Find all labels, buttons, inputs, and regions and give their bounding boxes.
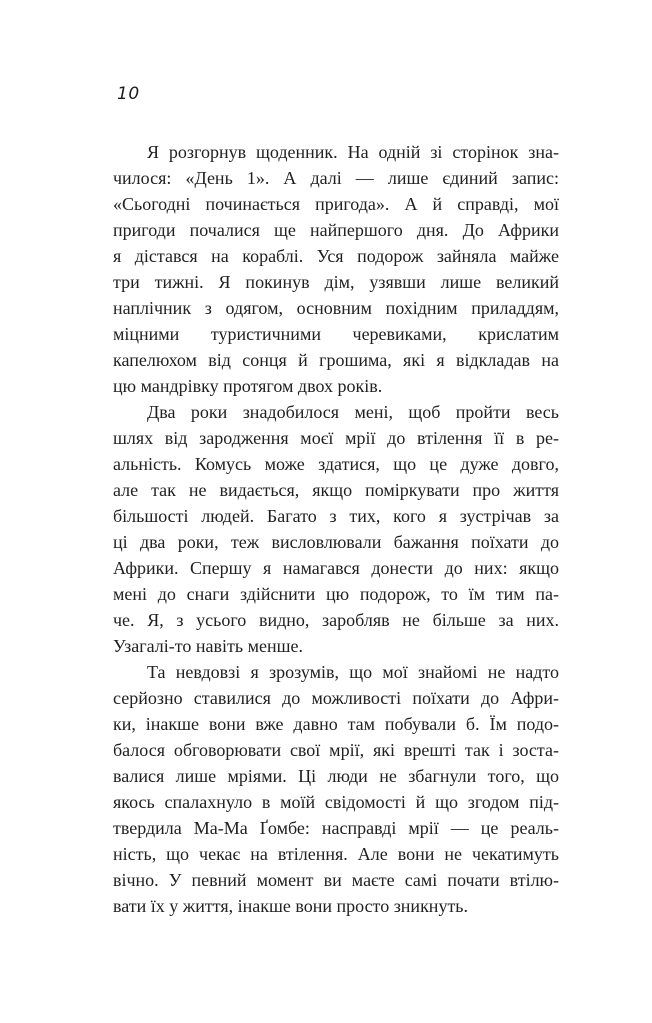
text-line: Я розгорнув щоденник. На одній зі сторінок зна- <box>147 142 559 162</box>
paragraph <box>113 139 559 399</box>
text-line: валися лише мріями. Ці люди не збагнули того, що <box>113 766 559 786</box>
text-line: Два роки знадобилося мені, щоб пройти весь <box>147 402 559 422</box>
text-line: серйозно ставилися до можливості поїхати до Афри- <box>113 688 559 708</box>
text-line: я дістався на кораблі. Уся подорож зайняла майже <box>113 246 559 266</box>
paragraph <box>113 659 559 919</box>
page-number: 10 <box>117 84 140 104</box>
text-block <box>113 139 559 919</box>
text-line: три тижні. Я покинув дім, узявши лише великий <box>113 272 559 292</box>
text-line: альність. Комусь може здатися, що це дуже довго, <box>113 454 559 474</box>
text-line: якось спалахнуло в моїй свідомості й що згодом під- <box>113 792 559 812</box>
text-line: балося обговорювати свої мрії, які врешті так і зоста- <box>113 740 559 760</box>
text-line: наплічник з одягом, основним похідним приладдям, <box>113 298 559 318</box>
text-line: вічно. У певний момент ви маєте самі почати втілю- <box>113 870 559 890</box>
text-line: ці два роки, теж висловлювали бажання поїхати до <box>113 532 559 552</box>
text-line: пригоди почалися ще найпершого дня. До Африки <box>113 220 559 240</box>
text-line: че. Я, з усього видно, заробляв не більше за них. <box>113 610 559 630</box>
text-line: ки, інакше вони вже давно там побували б. Їм подо- <box>113 714 559 734</box>
text-line: ність, що чекає на втілення. Але вони не чекатимуть <box>113 844 559 864</box>
text-line: Узагалі-то навіть менше. <box>113 636 303 656</box>
text-line: капелюхом від сонця й грошима, які я відкладав на <box>113 350 559 370</box>
text-line: цю мандрівку протягом двох років. <box>113 376 383 396</box>
text-line: Африки. Спершу я намагався донести до них: якщо <box>113 558 559 578</box>
text-line: «Сьогодні починається пригода». А й справді, мої <box>113 194 559 214</box>
paragraph <box>113 399 559 659</box>
text-line: мені до снаги здійснити цю подорож, то їм тим па- <box>113 584 559 604</box>
text-line: більшості людей. Багато з тих, кого я зустрічав за <box>113 506 559 526</box>
text-line: твердила Ма-Ма Ґомбе: насправді мрії — це реаль- <box>113 818 559 838</box>
text-line: вати їх у життя, інакше вони просто зникнуть. <box>113 896 469 916</box>
text-line: чилося: «День 1». А далі — лише єдиний запис: <box>113 168 559 188</box>
text-line: Та невдовзі я зрозумів, що мої знайомі не надто <box>147 662 559 682</box>
text-line: але так не видається, якщо поміркувати про життя <box>113 480 559 500</box>
text-line: міцними туристичними черевиками, крислатим <box>113 324 559 344</box>
text-line: шлях від зародження моєї мрії до втілення її в ре- <box>113 428 559 448</box>
